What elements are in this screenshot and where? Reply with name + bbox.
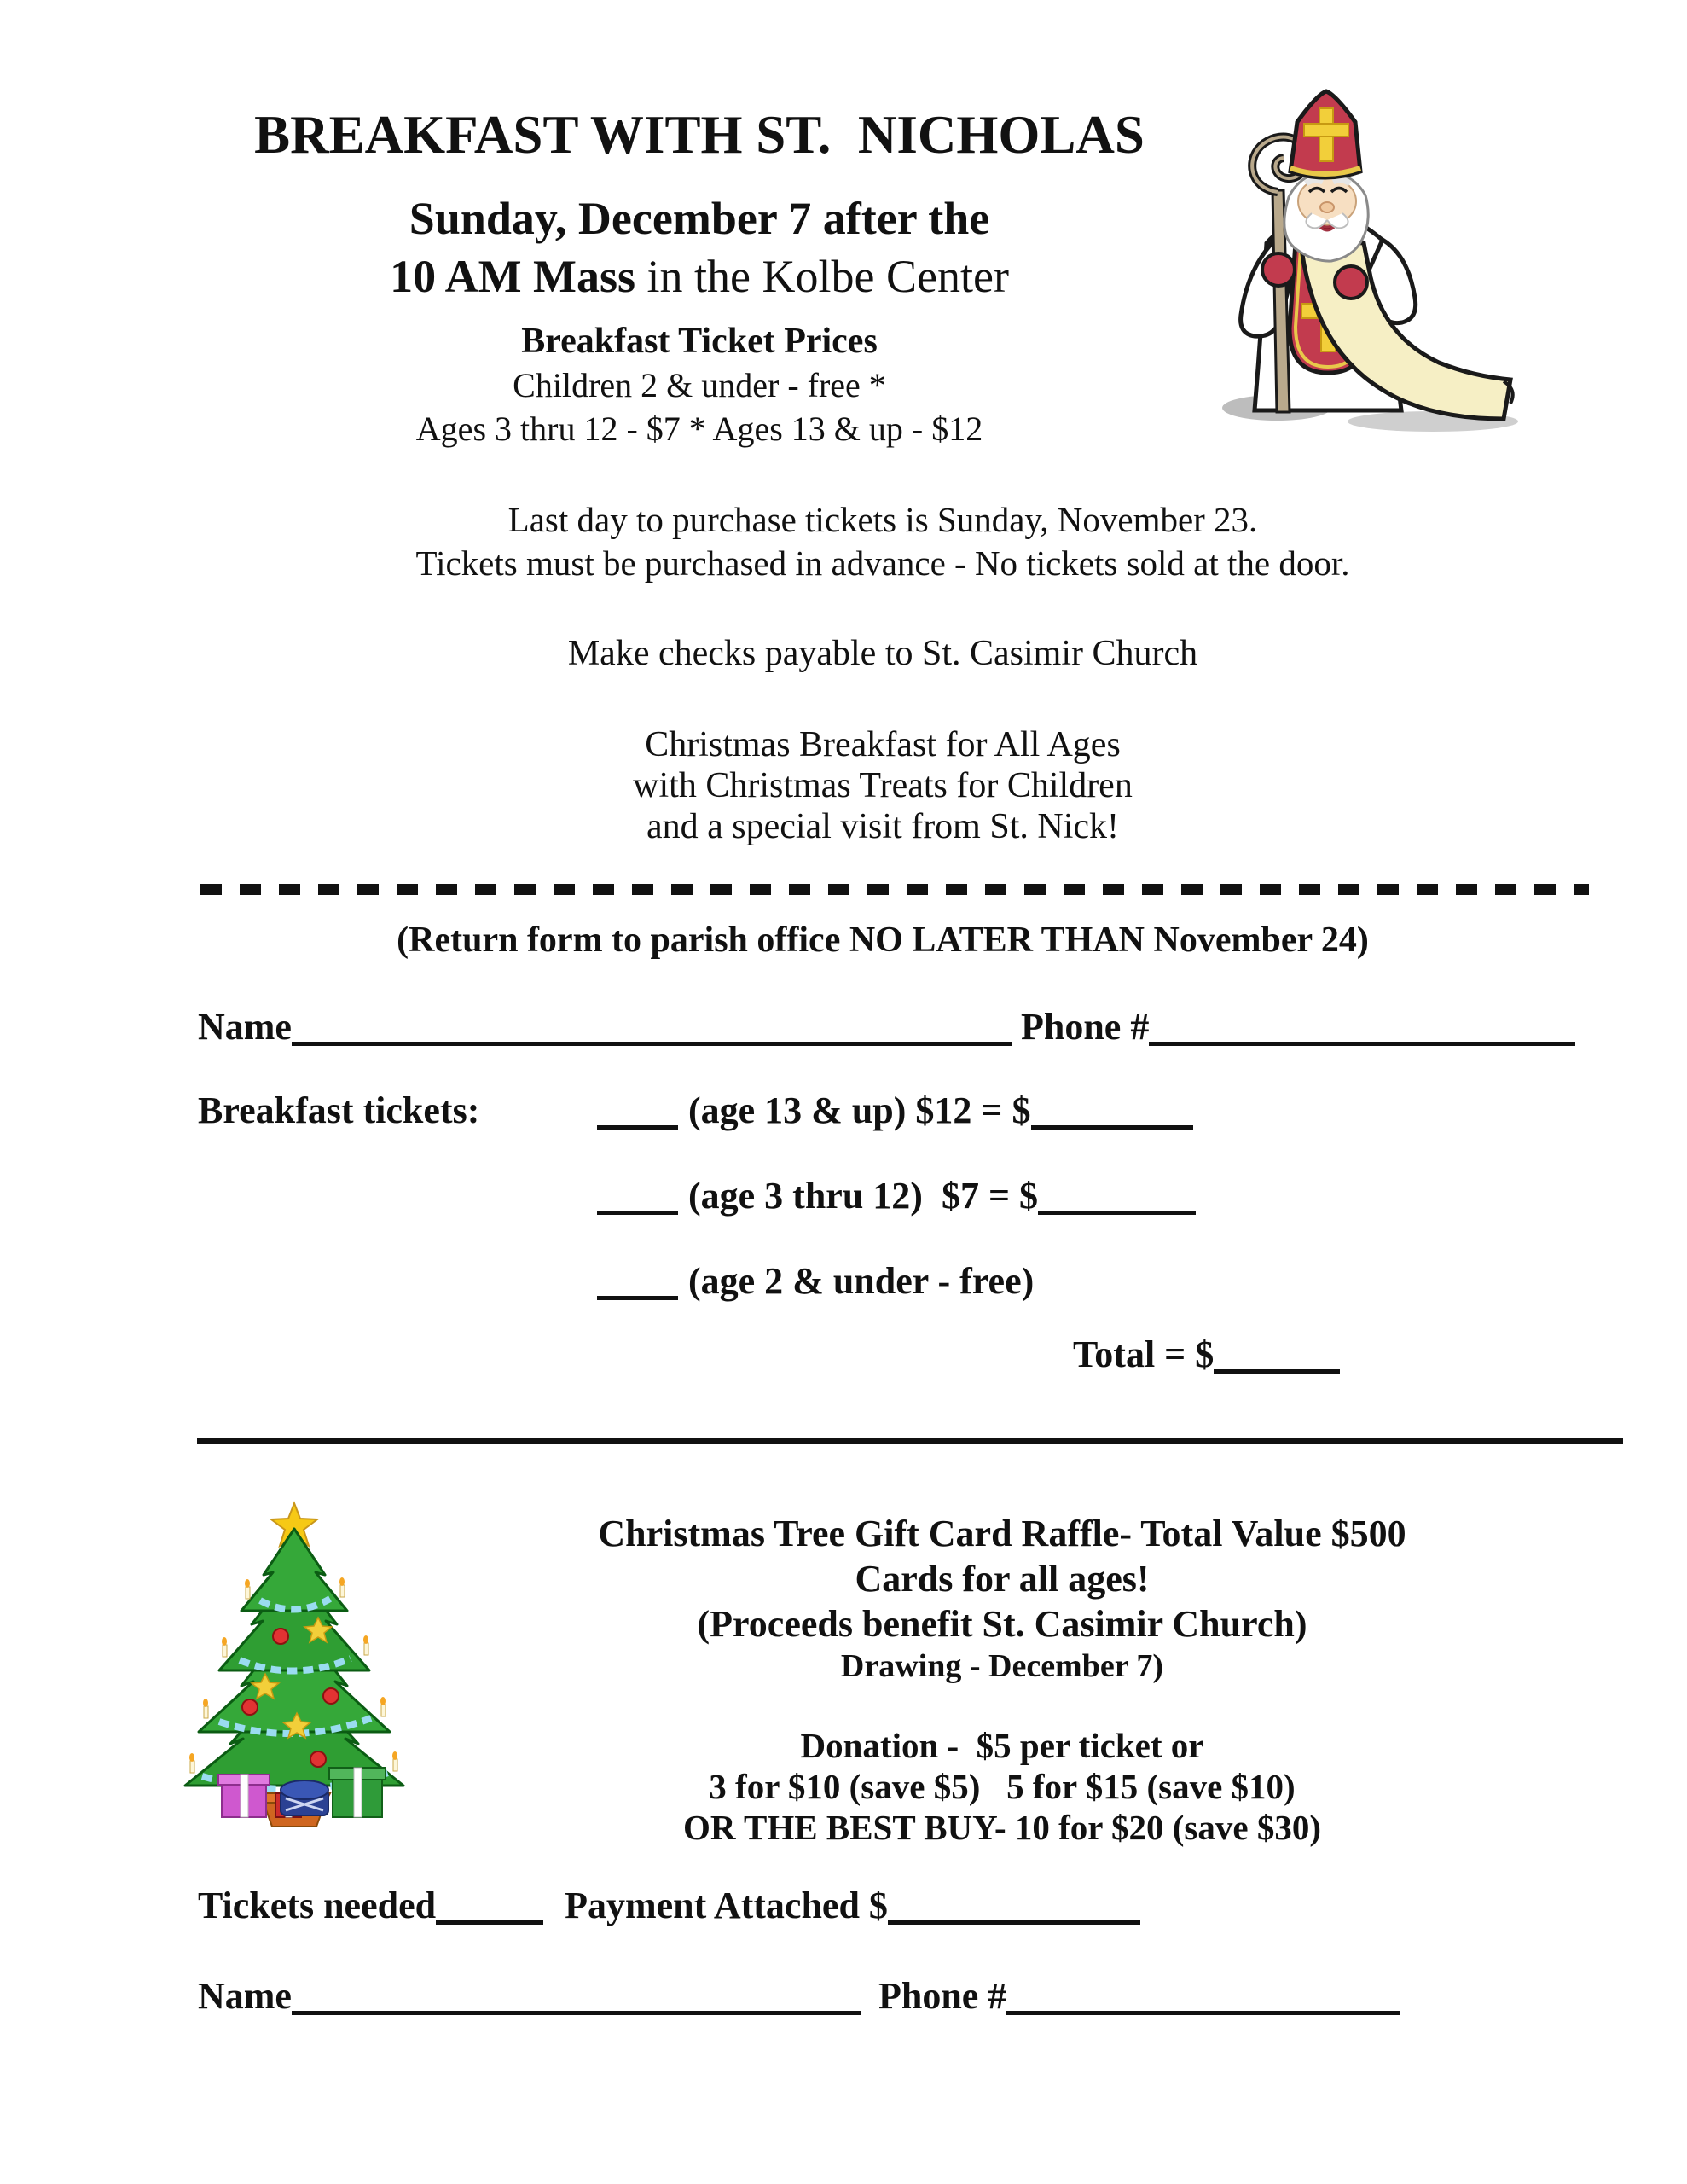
prices-heading: Breakfast Ticket Prices: [521, 322, 878, 361]
raffle-phone-blank: [1006, 2011, 1400, 2015]
raffle-phone-label: Phone #: [878, 1975, 1007, 2017]
breakfast-tickets-label: Breakfast tickets:: [198, 1089, 480, 1131]
age2-label: (age 2 & under - free): [688, 1260, 1035, 1302]
checks-payable-note: Make checks payable to St. Casimir Church: [567, 634, 1198, 673]
blurb-line1: Christmas Breakfast for All Ages: [645, 725, 1121, 764]
phone-label: Phone #: [1020, 1006, 1150, 1048]
tickets-age13-row: [597, 1089, 1193, 1132]
section-divider-line: [197, 1438, 1623, 1444]
age3-count-blank: [597, 1211, 678, 1215]
event-location-line: [196, 247, 1203, 305]
age13-amount-blank: [1031, 1125, 1193, 1130]
tear-off-dashed-line: [200, 884, 1589, 895]
christmas-tree-icon: [175, 1498, 414, 1827]
age13-count-blank: [597, 1125, 678, 1130]
donation-line2: 3 for $10 (save $5) 5 for $15 (save $10): [709, 1767, 1296, 1806]
name-blank-line: [292, 1042, 1012, 1046]
st-nicholas-clipart: [1215, 73, 1539, 439]
deadline-line2: Tickets must be purchased in advance - No tickets sold at the door.: [415, 543, 1350, 583]
event-datetime: [196, 189, 1203, 305]
st-nicholas-icon: [1215, 73, 1539, 439]
name-label: Name: [198, 1006, 292, 1048]
raffle-title: Christmas Tree Gift Card Raffle- Total Value $500: [598, 1513, 1406, 1554]
tickets-age3-row: [597, 1174, 1196, 1217]
raffle-name-label: Name: [198, 1975, 292, 2017]
raffle-name-blank: [292, 2011, 861, 2015]
tickets-age2-row: [597, 1259, 1034, 1303]
prices-ages: Ages 3 thru 12 - $7 * Ages 13 & up - $12: [415, 410, 983, 448]
tickets-needed-label: Tickets needed: [198, 1885, 437, 1926]
blurb-line3: and a special visit from St. Nick!: [646, 807, 1120, 846]
breakfast-name-row: [198, 1005, 1575, 1048]
page-title: BREAKFAST WITH ST. NICHOLAS: [254, 105, 1145, 165]
christmas-tree-clipart: [175, 1498, 414, 1827]
age2-count-blank: [597, 1296, 678, 1300]
deadline-line1: Last day to purchase tickets is Sunday, November 23.: [507, 500, 1258, 539]
raffle-tickets-row: [198, 1884, 1140, 1927]
raffle-drawing-date: Drawing - December 7): [840, 1648, 1164, 1684]
donation-line3: OR THE BEST BUY- 10 for $20 (save $30): [683, 1808, 1321, 1847]
total-amount-blank: [1214, 1369, 1340, 1374]
event-time: 10 AM Mass: [390, 251, 636, 302]
prices-children: Children 2 & under - free *: [513, 366, 886, 404]
payment-attached-label: Payment Attached $: [565, 1885, 888, 1926]
total-label: Total = $: [1073, 1333, 1215, 1375]
tickets-needed-blank: [436, 1920, 543, 1925]
total-row: [1073, 1333, 1340, 1376]
raffle-line2: Cards for all ages!: [855, 1558, 1150, 1600]
age13-label: (age 13 & up) $12 = $: [688, 1089, 1031, 1131]
age3-amount-blank: [1038, 1211, 1196, 1215]
event-location: in the Kolbe Center: [635, 251, 1009, 302]
raffle-line3: (Proceeds benefit St. Casimir Church): [697, 1603, 1307, 1645]
payment-attached-blank: [888, 1920, 1140, 1925]
blurb-line2: with Christmas Treats for Children: [633, 766, 1133, 805]
age3-label: (age 3 thru 12) $7 = $: [688, 1175, 1039, 1217]
donation-line1: Donation - $5 per ticket or: [800, 1726, 1204, 1765]
event-date-line: Sunday, December 7 after the: [409, 193, 990, 244]
phone-blank-line: [1149, 1042, 1575, 1046]
return-form-note: (Return form to parish office NO LATER THAN November 24): [397, 921, 1369, 960]
raffle-name-row: [198, 1974, 1400, 2018]
